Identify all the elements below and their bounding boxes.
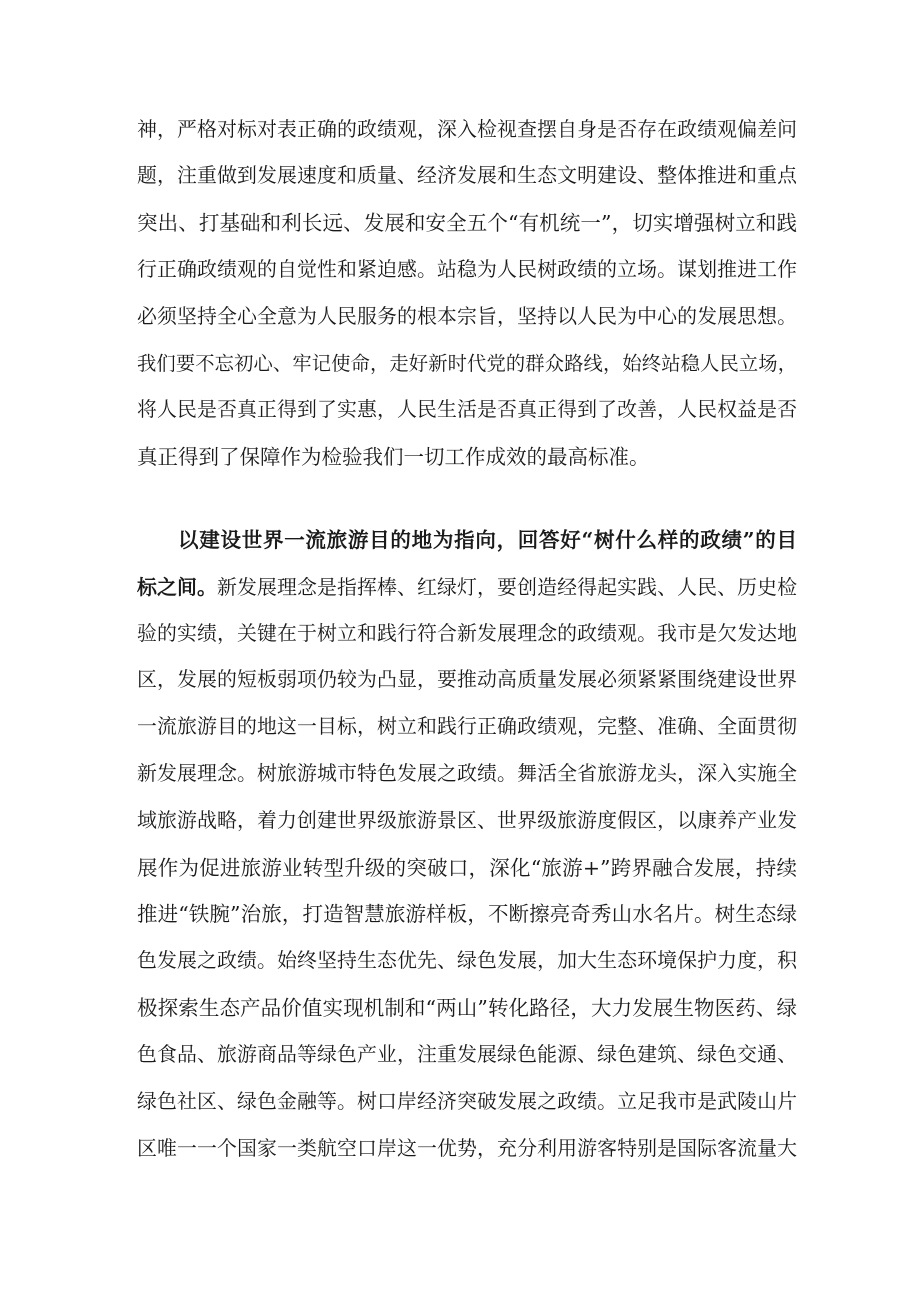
paragraph-2-line-2 <box>137 572 797 602</box>
paragraph-2-line-9: 推进“铁腕”治旅，打造智慧旅游样板，不断擦亮奇秀山水名片。树生态绿 <box>137 902 797 926</box>
paragraph-2-line-8: 展作为促进旅游业转型升级的突破口，深化“旅游+”跨界融合发展，持续 <box>137 856 797 880</box>
paragraph-2-heading-end: 标之间。 <box>137 575 218 599</box>
paragraph-2-line-13: 绿色社区、绿色金融等。树口岸经济突破发展之政绩。立足我市是武陵山片 <box>137 1090 797 1113</box>
paragraph-2-line-5: 一流旅游目的地这一目标，树立和践行正确政绩观，完整、准确、全面贯彻 <box>137 715 797 738</box>
paragraph-1-line-8: 真正得到了保障作为检验我们一切工作成效的最高标准。 <box>137 445 650 469</box>
paragraph-1-line-5: 必须坚持全心全意为人民服务的根本宗旨，坚持以人民为中心的发展思想。 <box>137 305 797 328</box>
paragraph-2-line-2-text: 新发展理念是指挥棒、红绿灯，要创造经得起实践、人民、历史检 <box>217 576 797 599</box>
paragraph-2-line-12: 色食品、旅游商品等绿色产业，注重发展绿色能源、绿色建筑、绿色交通、 <box>137 1043 797 1066</box>
paragraph-1-line-7: 将人民是否真正得到了实惠，人民生活是否真正得到了改善，人民权益是否 <box>137 398 797 421</box>
paragraph-2-line-14: 区唯一一个国家一类航空口岸这一优势，充分利用游客特别是国际客流量大 <box>137 1137 797 1160</box>
paragraph-2-line-3: 验的实绩，关键在于树立和践行符合新发展理念的政绩观。我市是欠发达地 <box>137 622 797 645</box>
paragraph-2-line-4: 区，发展的短板弱项仍较为凸显，要推动高质量发展必须紧紧围绕建设世界 <box>137 668 797 691</box>
paragraph-2-heading-line-1: 以建设世界一流旅游目的地为指向，回答好“树什么样的政绩”的目 <box>178 528 797 552</box>
paragraph-1-line-6: 我们要不忘初心、牢记使命，走好新时代党的群众路线，始终站稳人民立场， <box>137 352 797 375</box>
paragraph-1-line-4: 行正确政绩观的自觉性和紧迫感。站稳为人民树政绩的立场。谋划推进工作 <box>137 258 797 281</box>
paragraph-1-line-3: 突出、打基础和利长远、发展和安全五个“有机统一”，切实增强树立和践 <box>137 211 797 235</box>
paragraph-1-line-2: 题，注重做到发展速度和质量、经济发展和生态文明建设、整体推进和重点 <box>137 164 797 187</box>
paragraph-2-line-7: 域旅游战略，着力创建世界级旅游景区、世界级旅游度假区，以康养产业发 <box>137 809 797 832</box>
paragraph-1-line-1: 神，严格对标对表正确的政绩观，深入检视查摆自身是否存在政绩观偏差问 <box>137 118 797 141</box>
paragraph-2-line-11: 极探索生态产品价值实现机制和“两山”转化路径，大力发展生物医药、绿 <box>137 996 797 1020</box>
paragraph-2-line-6: 新发展理念。树旅游城市特色发展之政绩。舞活全省旅游龙头，深入实施全 <box>137 762 797 785</box>
paragraph-2-line-10: 色发展之政绩。始终坚持生态优先、绿色发展，加大生态环境保护力度，积 <box>137 949 797 972</box>
